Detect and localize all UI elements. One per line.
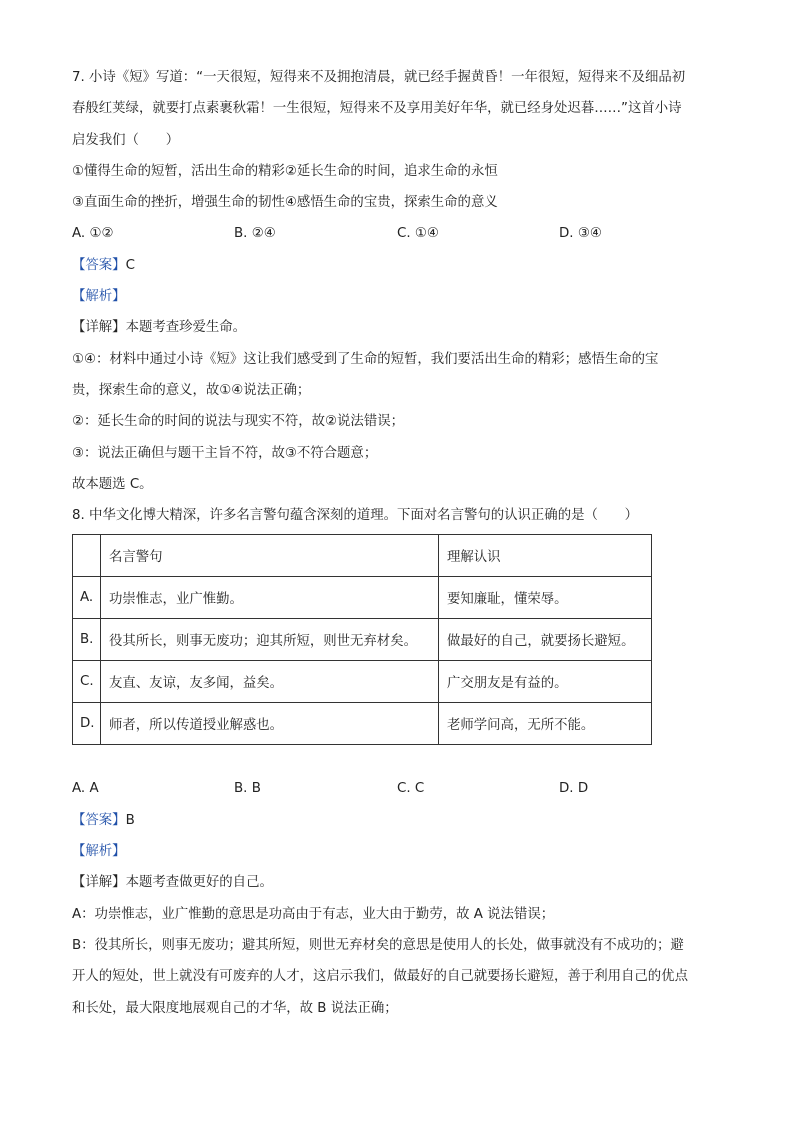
q8-detail-intro: 本题考查做更好的自己。 — [125, 875, 273, 891]
q8-option-a: A. A — [72, 781, 99, 797]
q7-analysis — [72, 281, 732, 312]
q7-stem-line-1: 7. 小诗《短》写道：“一天很短，短得来不及拥抱清晨，就已经手握黄昏！一年很短，短得来不及细品初 — [72, 70, 686, 85]
q8-stem: 8. 中华文化博大精深，许多名言警句蕴含深刻的道理。下面对名言警句的认识正确的是（ ） — [72, 508, 639, 524]
q7-answer-tag: 【答案】 — [72, 257, 126, 273]
table-cell-understanding: 老师学问高，无所不能。 — [439, 703, 652, 745]
table-row — [73, 577, 652, 619]
q7-explain-line-4: ③：说法正确但与题干主旨不符，故③不符合题意； — [72, 445, 378, 461]
q7-stem-line-3: 启发我们（ ） — [72, 132, 180, 148]
q7-detail — [72, 312, 732, 343]
q8-table — [72, 534, 652, 745]
q8-explain-line-3: 开人的短处，世上就没有可废弃的人才，这启示我们，做最好的自己就要扬长避短，善于利用自己的优点 — [72, 969, 688, 985]
q8-option-b: B. B — [234, 781, 261, 797]
table-row — [73, 703, 652, 745]
q7-statement-line-2: ③直面生命的挫折，增强生命的韧性④感悟生命的宝贵，探索生命的意义 — [72, 195, 498, 211]
q7-statement-line-1: ①懂得生命的短暂，活出生命的精彩②延长生命的时间，追求生命的永恒 — [72, 163, 498, 179]
q7-options — [72, 218, 732, 249]
table-row — [73, 661, 652, 703]
q8-detail-tag: 【详解】 — [72, 875, 126, 891]
table-cell-understanding: 要知廉耻，懂荣辱。 — [439, 577, 652, 619]
q8-analysis-tag: 【解析】 — [72, 844, 126, 860]
q7-explain-line-2: 贵，探索生命的意义，故①④说法正确； — [72, 382, 311, 398]
q8-answer-value: B — [125, 812, 135, 828]
q7-answer-value: C — [125, 257, 135, 273]
q7-option-a: A. ①② — [72, 226, 114, 242]
table-cell-label: D. — [73, 703, 101, 745]
spacer — [72, 745, 732, 773]
question-7 — [72, 62, 732, 500]
table-cell-understanding: 广交朋友是有益的。 — [439, 661, 652, 703]
q8-option-c: C. C — [397, 781, 425, 797]
q7-option-b: B. ②④ — [234, 226, 276, 242]
table-cell-label: C. — [73, 661, 101, 703]
q7-option-d: D. ③④ — [559, 226, 602, 242]
q7-detail-intro: 本题考查珍爱生命。 — [125, 320, 247, 336]
q8-option-d: D. D — [559, 781, 589, 797]
q7-stem-line-2: 春般红荚绿，就要打点素裹秋霜！一生很短，短得来不及享用美好年华，就已经身处迟暮……”这首小诗 — [72, 101, 682, 117]
q8-answer — [72, 805, 732, 836]
q8-detail — [72, 867, 732, 898]
table-cell-quote: 功崇惟志，业广惟勤。 — [101, 577, 439, 619]
table-row — [73, 619, 652, 661]
table-cell-label: A. — [73, 577, 101, 619]
q8-analysis — [72, 836, 732, 867]
table-header-cell — [73, 535, 101, 577]
q7-explain-line-1: ①④：材料中通过小诗《短》这让我们感受到了生命的短暂，我们要活出生命的精彩；感悟生命的宝 — [72, 351, 659, 367]
q7-explain-line-3: ②：延长生命的时间的说法与现实不符，故②说法错误； — [72, 414, 404, 430]
q7-option-c: C. ①④ — [397, 226, 439, 242]
q7-analysis-tag: 【解析】 — [72, 289, 126, 305]
document-page — [72, 62, 732, 1024]
q8-explain-line-2: B：役其所长，则事无废功；避其所短，则世无弃材矣的意思是使用人的长处，做事就没有不成功的；避 — [72, 937, 684, 953]
table-cell-quote: 师者，所以传道授业解惑也。 — [101, 703, 439, 745]
q8-explain-line-1: A：功崇惟志，业广惟勤的意思是功高由于有志，业大由于勤劳，故 A 说法错误； — [72, 906, 555, 922]
q7-explain-line-5: 故本题选 C。 — [72, 476, 153, 492]
q8-explain-line-4: 和长处，最大限度地展观自己的才华，故 B 说法正确； — [72, 1000, 398, 1016]
question-8 — [72, 500, 732, 1024]
table-header-row — [73, 535, 652, 577]
table-header-cell: 理解认识 — [439, 535, 652, 577]
table-cell-quote: 役其所长，则事无废功；迎其所短，则世无弃材矣。 — [101, 619, 439, 661]
q7-answer — [72, 250, 732, 281]
table-cell-quote: 友直、友谅，友多闻，益矣。 — [101, 661, 439, 703]
q8-answer-tag: 【答案】 — [72, 812, 126, 828]
q8-options — [72, 773, 732, 804]
table-cell-label: B. — [73, 619, 101, 661]
q7-detail-tag: 【详解】 — [72, 320, 126, 336]
table-header-cell: 名言警句 — [101, 535, 439, 577]
table-cell-understanding: 做最好的自己，就要扬长避短。 — [439, 619, 652, 661]
